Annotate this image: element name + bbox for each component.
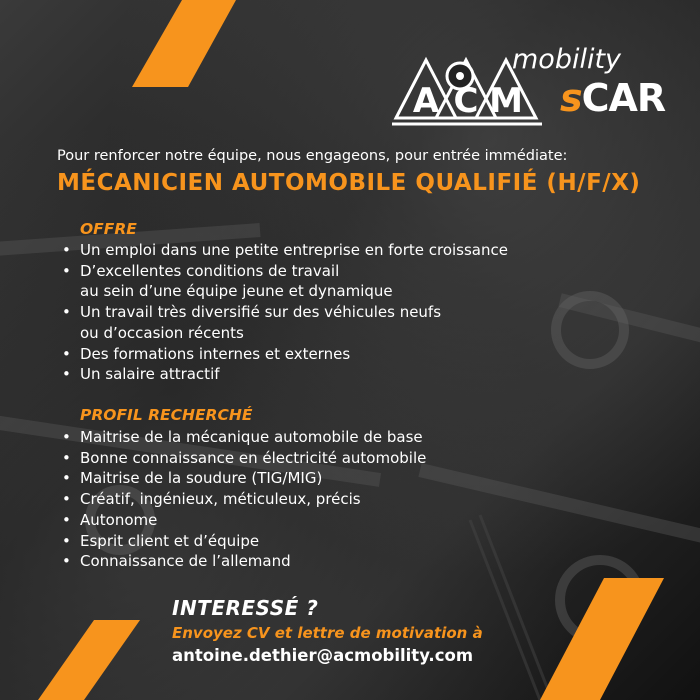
contact-email[interactable]: antoine.dethier@acmobility.com xyxy=(172,646,474,665)
profile-list xyxy=(60,427,426,572)
logo-acm-letter: M xyxy=(489,81,523,121)
offer-heading: OFFRE xyxy=(80,220,137,238)
list-item: • D’excellentes conditions de travail au sein d’une équipe jeune et dynamique xyxy=(60,261,508,302)
list-item: • Connaissance de l’allemand xyxy=(60,551,426,572)
logo-s-mark: s xyxy=(560,76,582,120)
logo-acm-letter: C xyxy=(453,81,479,121)
stripe-top-left xyxy=(132,0,236,87)
list-item: • Créatif, ingénieux, méticuleux, précis xyxy=(60,489,426,510)
logo-mobility-text: mobility xyxy=(512,44,622,75)
list-item: • Autonome xyxy=(60,510,426,531)
job-title: MÉCANICIEN AUTOMOBILE QUALIFIÉ (H/F/X) xyxy=(57,170,641,196)
list-item: • Esprit client et d’équipe xyxy=(60,531,426,552)
profile-heading: PROFIL RECHERCHÉ xyxy=(80,406,253,424)
list-item: • Bonne connaissance en électricité automobile xyxy=(60,448,426,469)
logo-acm-letter: A xyxy=(412,81,440,121)
stripe-bottom-left xyxy=(38,620,140,700)
stripe-bottom-right xyxy=(540,578,664,700)
cta-text: Envoyez CV et lettre de motivation à xyxy=(172,624,483,642)
logo-car-word: CAR xyxy=(581,76,666,120)
cta-heading: INTERESSÉ ? xyxy=(172,596,319,620)
list-item: • Un salaire attractif xyxy=(60,364,508,385)
list-item: • Maitrise de la mécanique automobile de base xyxy=(60,427,426,448)
list-item: • Des formations internes et externes xyxy=(60,344,508,365)
offer-list xyxy=(60,240,508,385)
intro-text: Pour renforcer notre équipe, nous engageons, pour entrée immédiate: xyxy=(57,148,568,164)
list-item: • Un travail très diversifié sur des véhicules neufs ou d’occasion récents xyxy=(60,302,508,343)
logo-car-text xyxy=(560,76,665,120)
acmobility-scar-logo xyxy=(392,44,666,128)
list-item: • Maitrise de la soudure (TIG/MIG) xyxy=(60,468,426,489)
list-item: • Un emploi dans une petite entreprise en forte croissance xyxy=(60,240,508,261)
